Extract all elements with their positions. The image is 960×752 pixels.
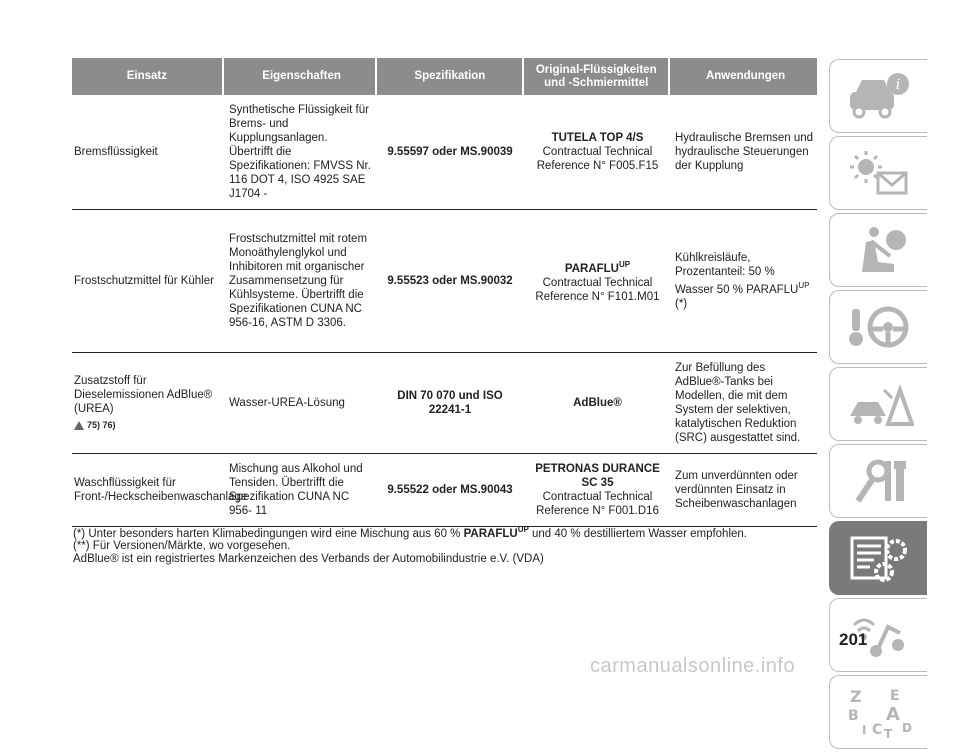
index-letters-icon: [844, 684, 914, 740]
header-original-fluids: Original-Flüssigkeiten und -Schmiermittel: [524, 58, 668, 95]
warning-refs: [74, 418, 223, 432]
svg-text:i: i: [895, 77, 900, 93]
cell-application: Zur Befüllung des AdBlue®-Tanks bei Modellen, die mit dem System der selektiven, katalytischen Reduktion (SRC) ausgestattet sind.: [675, 362, 801, 444]
cell-product: [524, 462, 671, 518]
product-ref: Contractual Technical Reference N° F005.F15: [536, 146, 659, 172]
product-brand: PARAFLU: [564, 262, 619, 275]
product-name: TUTELA TOP 4/S: [551, 132, 644, 144]
cell-spec: 9.55523 oder MS.90032: [387, 275, 513, 287]
car-info-icon: [844, 68, 914, 124]
warning-ref-text: 75) 76): [87, 420, 116, 430]
index-letter: D: [901, 721, 912, 735]
tab-starting-driving[interactable]: [829, 290, 927, 364]
index-letter: I: [861, 723, 866, 737]
cell-properties: Mischung aus Alkohol und Tensiden. Übertrifft die Spezifikation CUNA NC 956- 11: [229, 463, 363, 517]
index-letter: B: [847, 708, 859, 724]
use-text: Zusatzstoff für Dieselemissionen AdBlue® (UREA): [74, 375, 213, 415]
table-row: [72, 95, 817, 210]
cell-use: Waschflüssigkeit für Front-/Heckscheibenwaschanlage: [74, 477, 248, 503]
index-letter: Z: [849, 687, 862, 706]
cell-use: Bremsflüssigkeit: [74, 146, 158, 158]
cell-product: [524, 131, 671, 173]
cell-spec: DIN 70 070 und ISO 22241-1: [397, 390, 503, 416]
footnote-1-tail: und 40 % destilliertem Wasser empfohlen.: [532, 527, 747, 540]
table-row: [72, 353, 817, 454]
footnote-1-text: (*) Unter besonders harten Klimabedingungen wird eine Mischung aus 60 %: [73, 527, 464, 540]
product-name: AdBlue®: [573, 397, 622, 409]
technical-data-icon: [844, 530, 914, 586]
product-ref: Contractual Technical Reference N° F101.M01: [535, 276, 660, 303]
cell-product: [524, 396, 671, 410]
tab-car-info[interactable]: [829, 59, 927, 133]
watermark: carmanualsonline.info: [590, 655, 796, 677]
header-spec: Spezifikation: [377, 58, 522, 95]
index-letter: A: [885, 704, 900, 725]
footnote-3: AdBlue® ist ein registriertes Markenzeichen des Verbands der Automobilindustrie e.V. (VDA): [73, 552, 544, 565]
cell-product: [524, 258, 671, 304]
application-tail: (*): [675, 297, 688, 310]
index-letter: T: [883, 727, 892, 740]
product-ref: Contractual Technical Reference N° F001.D16: [536, 491, 659, 517]
index-letter: E: [889, 688, 900, 704]
table-header: [72, 58, 817, 95]
product-name: [526, 258, 669, 276]
tab-index[interactable]: [829, 675, 927, 749]
cell-application: Zum unverdünnten oder verdünnten Einsatz in Scheibenwaschanlagen: [675, 470, 798, 510]
fluids-table: [72, 58, 817, 527]
accident-icon: [844, 376, 914, 432]
application-text: Kühlkreisläufe, Prozentanteil: 50 % Wasser 50 % PARAFLU: [675, 252, 799, 296]
cell-properties: Frostschutzmittel mit rotem Monoäthylenglykol und Inhibitoren mit organischer Zusammensetzung für Kühlsysteme. Übertrifft die Spezifikationen CUNA NC 956-16, ASTM D 3306.: [229, 233, 368, 329]
footnote-1-brand: PARAFLU: [463, 527, 518, 540]
cell-spec: 9.55597 oder MS.90039: [387, 146, 513, 158]
tab-safety[interactable]: [829, 213, 927, 287]
index-letter: C: [871, 722, 882, 738]
tab-maintenance[interactable]: [829, 444, 927, 518]
header-properties: Eigenschaften: [224, 58, 376, 95]
tab-warning-lights[interactable]: [829, 136, 927, 210]
warning-lights-icon: [844, 145, 914, 201]
cell-use: [72, 374, 225, 432]
footnote-2: (**) Für Versionen/Märkte, wo vorgesehen.: [73, 540, 291, 553]
header-use: Einsatz: [72, 58, 222, 95]
header-applications: Anwendungen: [670, 58, 817, 95]
steering-key-icon: [844, 299, 914, 355]
page-number: 201: [839, 630, 868, 649]
tab-technical-data[interactable]: [829, 521, 927, 595]
footnote-1: [73, 524, 818, 540]
cell-properties: Synthetische Flüssigkeit für Brems- und Kupplungsanlagen. Übertrifft die Spezifikationen: FMVSS Nr. 116 DOT 4, ISO 4925 SAE J1704 -: [229, 104, 371, 200]
table-row: [72, 210, 817, 353]
airbag-seat-icon: [844, 222, 914, 278]
cell-use: Frostschutzmittel für Kühler: [74, 275, 214, 287]
application-sup: UP: [798, 281, 810, 291]
tab-emergency[interactable]: [829, 367, 927, 441]
footnote-1-sup: UP: [517, 525, 529, 534]
product-name: PETRONAS DURANCE SC 35: [535, 463, 660, 489]
cell-properties: Wasser-UREA-Lösung: [229, 397, 345, 409]
footnotes: [73, 524, 818, 565]
cell-spec: 9.55522 oder MS.90043: [387, 484, 513, 496]
cell-application: [671, 251, 817, 311]
cell-application: Hydraulische Bremsen und hydraulische Steuerungen der Kupplung: [675, 132, 814, 172]
table-row: [72, 454, 817, 527]
service-tools-icon: [844, 453, 914, 509]
warning-triangle-icon: [74, 421, 84, 430]
product-sup: UP: [618, 260, 631, 270]
